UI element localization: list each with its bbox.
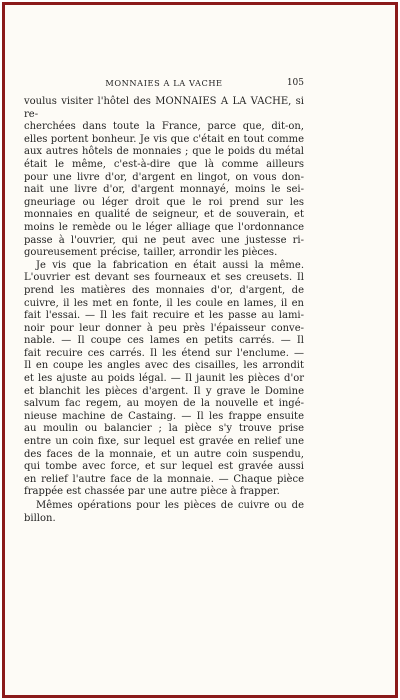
text-line: elles portent bonheur. Je vis que c'était en tout comme: [24, 133, 304, 145]
text-line: et blanchit les pièces d'argent. Il y grave le Domine: [24, 385, 304, 397]
text-line: prend les matières des monnaies d'or, d'argent, de: [24, 284, 304, 296]
text-line: monnaies en qualité de seigneur, et de souverain, et: [24, 209, 304, 221]
text-line: gneuriage ou léger droit que le roi prend sur les: [24, 196, 304, 208]
text-line: nable. — Il coupe ces lames en petits carrés. — Il: [24, 335, 304, 347]
text-line: voulus visiter l'hôtel des MONNAIES A LA VACHE, si re-: [24, 96, 304, 120]
text-line: nait une livre d'or, d'argent monnayé, moins le sei-: [24, 184, 304, 196]
text-line: cherchées dans toute la France, parce que, dit-on,: [24, 121, 304, 133]
text-line: des faces de la monnaie, et un autre coin suspendu,: [24, 448, 304, 460]
text-line: moins le remède ou le léger alliage que l'ordonnance: [24, 221, 304, 233]
body-text: [24, 96, 304, 525]
text-line: goureusement précise, tailler, arrondir les pièces.: [24, 247, 278, 259]
paragraph: [24, 260, 304, 499]
text-line: L'ouvrier est devant ses fourneaux et ses creusets. Il: [24, 272, 304, 284]
text-line: qui tombe avec force, et sur lequel est gravée aussi: [24, 461, 304, 473]
text-line: fait l'essai. — Il les fait recuire et les passe au lami-: [24, 310, 304, 322]
text-line: fait recuire ces carrés. Il les étend sur l'enclume. —: [24, 347, 304, 359]
page-header: [24, 78, 304, 92]
text-line: noir pour leur donner à peu près l'épaisseur conve-: [24, 322, 304, 334]
text-line: pour une livre d'or, d'argent en lingot, on vous don-: [24, 171, 304, 183]
text-line: Il en coupe les angles avec des cisailles, les arrondit: [24, 360, 304, 372]
page-number: 105: [286, 78, 304, 88]
text-line: salvum fac regem, au moyen de la nouvelle et ingé-: [24, 398, 304, 410]
book-page: [24, 78, 304, 525]
text-line: entre un coin fixe, sur lequel est gravée en relief une: [24, 436, 304, 448]
paragraph: [24, 500, 304, 525]
text-line: frappée est chassée par une autre pièce à frapper.: [24, 486, 280, 498]
text-line: Mêmes opérations pour les pièces de cuivre ou de: [36, 500, 304, 511]
text-line: au moulin ou balancier ; la pièce s'y trouve prise: [24, 423, 304, 435]
text-line: billon.: [24, 512, 56, 524]
text-line: passe à l'ouvrier, qui ne peut avec une justesse ri-: [24, 234, 304, 246]
text-line: aux autres hôtels de monnaies ; que le poids du métal: [24, 146, 304, 158]
text-line: Je vis que la fabrication en était aussi la même.: [36, 259, 304, 271]
running-title: MONNAIES A LA VACHE: [105, 78, 223, 88]
text-line: cuivre, il les met en fonte, il les coule en lames, il en: [24, 297, 304, 309]
text-line: et les ajuste au poids légal. — Il jaunit les pièces d'or: [24, 373, 304, 385]
paragraph: [24, 96, 304, 260]
text-line: nieuse machine de Castaing. — Il les frappe ensuite: [24, 410, 304, 422]
text-line: était le même, c'est-à-dire que là comme ailleurs: [24, 158, 304, 170]
text-line: en relief l'autre face de la monnaie. — Chaque pièce: [24, 473, 304, 485]
